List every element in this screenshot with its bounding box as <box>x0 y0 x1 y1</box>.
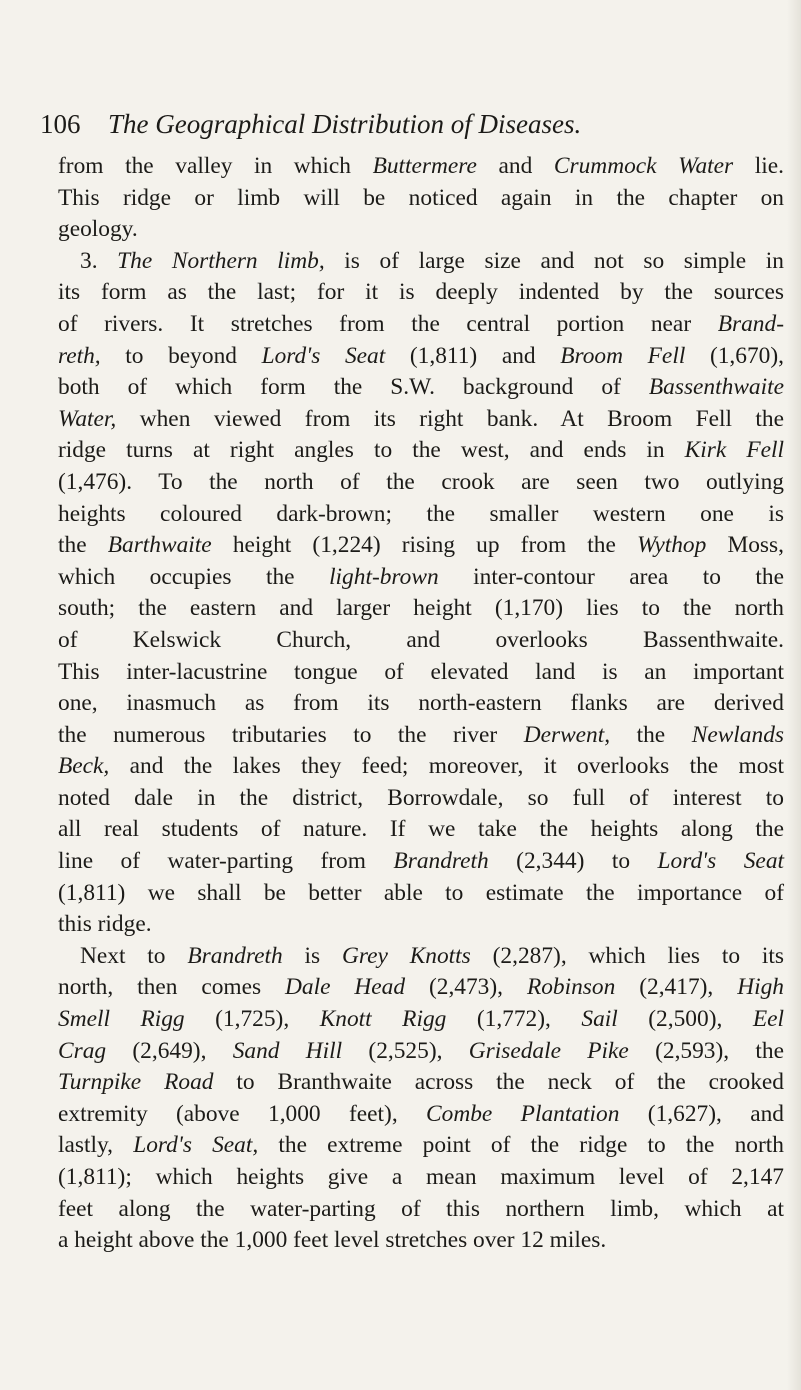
text-span: Dale Head <box>285 974 406 1001</box>
text-span: of rivers. It stretches from the central portion near <box>58 310 718 337</box>
text-span: one, inasmuch as from its north-eastern flanks are derived <box>58 690 784 717</box>
text-span: Kirk Fell <box>684 437 784 464</box>
text-line <box>58 499 784 531</box>
text-line <box>58 878 784 910</box>
text-span: Next to <box>80 942 188 969</box>
text-span: This inter-lacustrine tongue of elevated land is an important <box>58 658 784 685</box>
text-span: Brandreth <box>393 848 489 875</box>
text-line <box>58 1036 784 1068</box>
text-span: this ridge. <box>58 911 152 938</box>
text-span: the <box>58 532 108 559</box>
text-line <box>58 467 784 499</box>
text-line <box>58 1099 784 1131</box>
text-span: is <box>282 942 342 969</box>
text-span: Grey Knotts <box>341 942 471 969</box>
text-span: (2,500), <box>617 1006 753 1033</box>
text-span: Robinson <box>526 974 616 1001</box>
text-line <box>58 435 784 467</box>
text-line <box>58 814 784 846</box>
text-span: Bassenthwaite <box>648 374 784 401</box>
text-span: Beck, <box>58 753 110 780</box>
text-span: Barthwaite <box>107 532 212 559</box>
text-span: is of large size and not so simple in <box>324 247 784 274</box>
text-line <box>58 1067 784 1099</box>
text-line <box>58 1130 784 1162</box>
text-span: (2,287), which lies to its <box>470 942 784 969</box>
text-span: and the lakes they feed; moreover, it overlooks the most <box>109 753 784 780</box>
text-line <box>58 1162 784 1194</box>
text-line <box>58 277 784 309</box>
text-span: from the valley in which <box>58 153 373 179</box>
text-line <box>58 593 784 625</box>
text-span: Brandreth <box>187 942 283 969</box>
text-span: to beyond <box>100 342 262 369</box>
text-span: when viewed from its right bank. At Broom Fell the <box>116 405 784 432</box>
text-line <box>58 372 784 404</box>
text-span: (2,525), <box>342 1037 469 1064</box>
text-line <box>58 751 784 783</box>
text-span: (1,670), <box>685 342 785 369</box>
text-span: Smell Rigg <box>58 1006 185 1033</box>
text-span: height (1,224) rising up from the <box>211 532 637 559</box>
text-span: geology. <box>58 216 138 243</box>
page-number: 106 <box>40 109 81 139</box>
body-text <box>58 151 784 1257</box>
text-span: Eel <box>752 1006 784 1033</box>
text-line <box>58 1225 784 1257</box>
text-span: and <box>476 153 554 179</box>
text-span: lastly, <box>58 1132 134 1159</box>
text-span: Knott Rigg <box>319 1006 447 1033</box>
text-span: (1,811) we shall be better able to estimate the importance of <box>58 879 784 906</box>
text-line <box>58 688 784 720</box>
text-span: which occupies the <box>58 563 330 590</box>
text-span: (2,473), <box>405 974 527 1001</box>
text-line <box>58 972 784 1004</box>
text-span: Lord's Seat <box>261 342 386 369</box>
text-span: High <box>737 974 784 1001</box>
text-span: noted dale in the district, Borrowdale, so full of interest to <box>58 784 784 811</box>
text-span: The Northern limb, <box>117 247 325 274</box>
running-header <box>40 108 780 140</box>
text-span: Water, <box>58 405 117 432</box>
text-span: Turnpike Road <box>58 1069 214 1096</box>
text-line <box>58 562 784 594</box>
text-span: Wythop <box>637 532 707 559</box>
text-span: 3. <box>80 247 118 274</box>
text-span: the extreme point of the ridge to the north <box>258 1132 784 1159</box>
text-span: of Kelswick Church, and overlooks Bassenthwaite. <box>58 626 784 653</box>
text-line <box>58 657 784 689</box>
page-edge-shadow <box>787 0 801 1390</box>
text-span: (1,725), <box>184 1006 320 1033</box>
text-span: south; the eastern and larger height (1,170) lies to the north <box>58 595 784 622</box>
text-span: (2,649), <box>106 1037 233 1064</box>
text-span: a height above the 1,000 feet level stretches over 12 miles. <box>58 1227 607 1254</box>
text-span: Derwent, <box>523 721 611 748</box>
text-span: Moss, <box>706 532 784 559</box>
text-span: Brand- <box>717 310 784 337</box>
text-line <box>58 530 784 562</box>
text-line <box>58 183 784 215</box>
text-span: its form as the last; for it is deeply indented by the sources <box>58 279 784 306</box>
text-span: heights coloured dark-brown; the smaller western one is <box>58 500 784 527</box>
text-span: ridge turns at right angles to the west, and ends in <box>58 437 685 464</box>
text-span: Sand Hill <box>232 1037 343 1064</box>
text-span: Crag <box>58 1037 107 1064</box>
text-line <box>58 404 784 436</box>
text-span: Broom Fell <box>560 342 686 369</box>
text-line <box>58 309 784 341</box>
text-span: the numerous tributaries to the river <box>58 721 524 748</box>
text-span: Crummock Water <box>553 153 734 179</box>
text-span: north, then comes <box>58 974 285 1001</box>
text-line <box>58 1194 784 1226</box>
text-span: This ridge or limb will be noticed again in the chapter on <box>58 184 784 211</box>
text-line <box>58 341 784 373</box>
text-span: inter-contour area to the <box>438 563 784 590</box>
text-span: (1,476). To the north of the crook are seen two outlying <box>58 468 784 495</box>
text-span: all real students of nature. If we take the heights along the <box>58 816 784 843</box>
text-span: Combe Plantation <box>426 1100 620 1127</box>
text-span: Sail <box>581 1006 618 1033</box>
text-line <box>58 151 784 183</box>
text-span: (1,627), and <box>619 1100 784 1127</box>
text-span: (2,593), the <box>628 1037 784 1064</box>
text-line <box>58 720 784 752</box>
text-span: feet along the water-parting of this northern limb, which at <box>58 1195 784 1222</box>
text-span: Lord's Seat, <box>133 1132 259 1159</box>
text-span: extremity (above 1,000 feet), <box>58 1100 427 1127</box>
text-span: Newlands <box>691 721 784 748</box>
text-span: Lord's Seat <box>657 848 785 875</box>
text-span: (1,811); which heights give a mean maximum level of 2,147 <box>58 1164 784 1190</box>
text-line <box>58 1004 784 1036</box>
text-span: both of which form the S.W. background of <box>58 374 649 401</box>
text-line <box>58 783 784 815</box>
text-span: (2,344) to <box>488 848 658 875</box>
text-span: to Branthwaite across the neck of the crooked <box>213 1069 785 1096</box>
text-span: (1,772), <box>446 1006 582 1033</box>
text-line <box>58 909 784 941</box>
text-span: Grisedale Pike <box>468 1037 629 1064</box>
text-span: reth, <box>58 342 101 369</box>
text-line <box>58 214 784 246</box>
text-line <box>58 246 784 278</box>
text-span: light-brown <box>329 563 439 590</box>
text-line <box>58 846 784 878</box>
running-title: The Geographical Distribution of Diseases. <box>108 109 582 139</box>
text-span: lie. <box>733 153 784 179</box>
text-span: (1,811) and <box>385 342 561 369</box>
text-span: the <box>610 721 692 748</box>
text-line <box>58 625 784 657</box>
text-span: (2,417), <box>615 974 738 1001</box>
text-span: Buttermere <box>372 153 477 179</box>
text-span: line of water-parting from <box>58 848 394 875</box>
text-line <box>58 941 784 973</box>
